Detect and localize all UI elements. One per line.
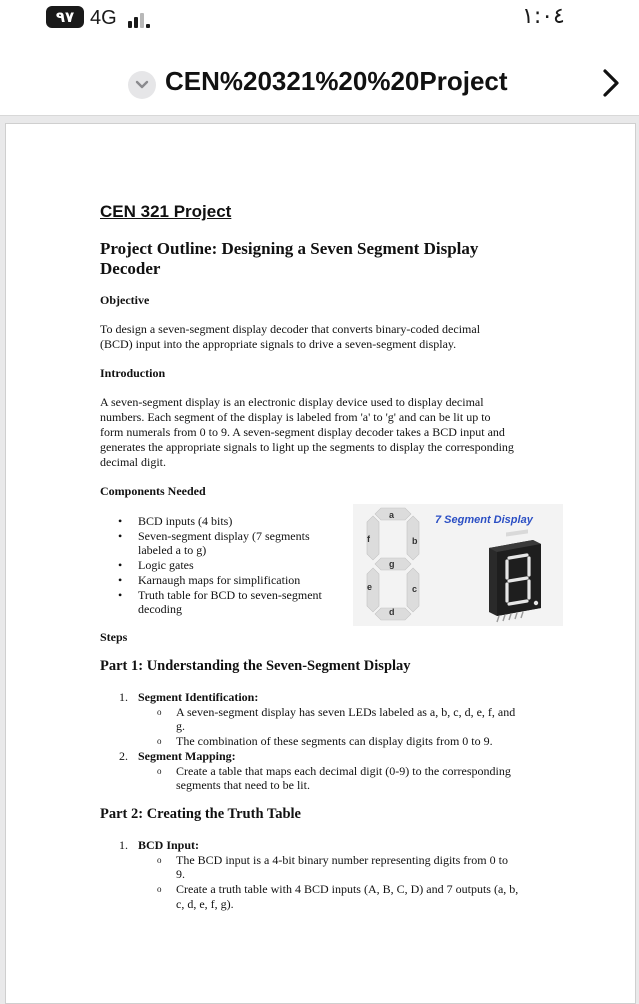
battery-indicator: ٩٧ <box>46 6 84 28</box>
part2-list <box>119 838 548 912</box>
part2-heading: Part 2: Creating the Truth Table <box>100 806 301 822</box>
display-device-image <box>489 529 541 622</box>
outline-title: Project Outline: Designing a Seven Segment Display Decoder <box>100 239 479 278</box>
objective-heading: Objective <box>100 293 150 307</box>
next-button[interactable] <box>596 68 626 98</box>
signal-strength-icon <box>128 10 158 28</box>
list-item: • BCD inputs (4 bits) <box>118 514 233 528</box>
sub-list-item: o Create a table that maps each decimal digit (0-9) to the corresponding segments that need to be lit. <box>157 763 511 793</box>
segment-label: g <box>389 559 395 569</box>
sub-list-item: o A seven-segment display has seven LEDs labeled as a, b, c, d, e, f, and g. <box>157 704 516 734</box>
part1-list <box>119 690 548 793</box>
steps-heading: Steps <box>100 630 128 644</box>
figure-label: 7 Segment Display <box>435 514 533 526</box>
list-item: • Seven-segment display (7 segments labeled a to g) <box>118 528 310 558</box>
sub-list-item: o The BCD input is a 4-bit binary number representing digits from 0 to 9. <box>157 852 508 882</box>
part1-heading: Part 1: Understanding the Seven-Segment Display <box>100 658 411 674</box>
clock: ١:٠٤ <box>522 4 565 29</box>
list-item: 1. Segment Identification: o A seven-segment display has seven LEDs labeled as a, b, c, d, e, f, and g. o The combination of these segments can display digits from 0 to 9. <box>138 690 548 749</box>
segment-label: a <box>389 510 395 520</box>
segment-label: f <box>367 534 370 544</box>
segment-label: b <box>412 536 418 546</box>
introduction-line: form numerals from 0 to 9. A seven-segment display decoder takes a BCD input and <box>100 425 505 439</box>
objective-line: To design a seven-segment display decoder that converts binary-coded decimal <box>100 322 481 336</box>
title-bar <box>0 40 639 116</box>
objective-line: (BCD) input into the appropriate signals to drive a seven-segment display. <box>100 337 457 351</box>
seven-segment-figure <box>353 504 563 626</box>
components-list <box>118 514 348 617</box>
status-bar <box>0 0 639 40</box>
segment-label: c <box>412 584 418 594</box>
document-page[interactable] <box>5 123 636 1004</box>
title-dropdown-button[interactable] <box>128 71 156 99</box>
introduction-text <box>100 395 560 470</box>
list-item: • Truth table for BCD to seven-segment decoding <box>118 587 322 617</box>
introduction-line: decimal digit. <box>100 455 166 469</box>
project-heading: CEN 321 Project <box>100 202 232 221</box>
list-item: 2. Segment Mapping: o Create a table that maps each decimal digit (0-9) to the corresponding segments that need to be lit. <box>138 749 548 793</box>
list-item: • Karnaugh maps for simplification <box>118 572 301 587</box>
segment-label: e <box>367 582 373 592</box>
document-title[interactable]: CEN%20321%20%20Project <box>165 66 508 96</box>
chevron-down-icon <box>128 71 156 99</box>
list-item: • Logic gates <box>118 558 194 573</box>
introduction-line: numbers. Each segment of the display is labeled from 'a' to 'g' and can be lit up to <box>100 410 491 424</box>
objective-text <box>100 322 540 352</box>
components-heading: Components Needed <box>100 484 206 498</box>
introduction-line: generates the appropriate signals to light up the segments to display the corresponding <box>100 440 514 454</box>
introduction-line: A seven-segment display is an electronic display device used to display decimal <box>100 395 484 409</box>
list-item: 1. BCD Input: o The BCD input is a 4-bit binary number representing digits from 0 to 9. o Create a truth table with 4 BCD inputs (A, B, C, D) and 7 outputs (a, b, c, d, e, f, g). <box>138 838 548 912</box>
introduction-heading: Introduction <box>100 366 166 380</box>
network-type: 4G <box>90 7 117 29</box>
segment-label: d <box>389 607 395 617</box>
sub-list-item: o The combination of these segments can display digits from 0 to 9. <box>157 734 493 749</box>
chevron-right-icon <box>596 68 626 98</box>
sub-list-item: o Create a truth table with 4 BCD inputs (A, B, C, D) and 7 outputs (a, b, c, d, e, f, g). <box>157 882 519 911</box>
